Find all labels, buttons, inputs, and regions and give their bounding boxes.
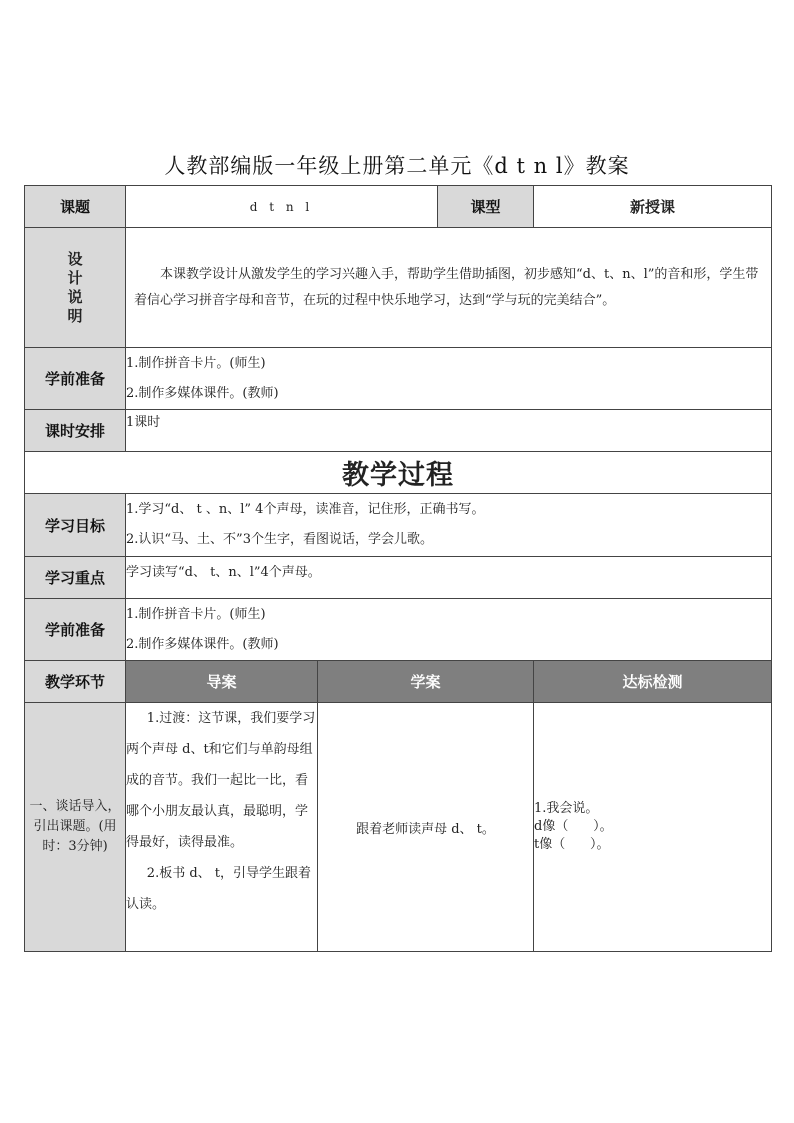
- preparation-row-2: [25, 599, 772, 661]
- guide-paragraph: 2.板书 d、 t，引导学生跟着认读。: [126, 866, 312, 912]
- schedule-row: [25, 410, 772, 452]
- check-content: [534, 703, 772, 952]
- schedule-label: 课时安排: [25, 410, 126, 452]
- design-label-char: 说: [67, 287, 83, 306]
- stage-row: [25, 703, 772, 952]
- focus-row: [25, 557, 772, 599]
- focus-value: 学习读写“d、 t、n、l”4个声母。: [126, 557, 772, 599]
- design-label-char: 设: [67, 249, 83, 268]
- guide-header: 导案: [126, 661, 318, 703]
- design-label-char: 明: [67, 306, 83, 325]
- guide-paragraph: 1.过渡：这节课，我们要学习两个声母 d、t和它们与单韵母组成的音节。我们一起比一比，看哪个小朋友最认真，最聪明，学得最好，读得最准。: [126, 711, 316, 850]
- check-line: d像（ ）。: [534, 819, 613, 834]
- preparation-item: 2.制作多媒体课件。(教师): [126, 385, 279, 401]
- goals-label: 学习目标: [25, 494, 126, 557]
- teaching-process-title: 教学过程: [25, 452, 772, 494]
- lesson-type-label: 课型: [438, 186, 534, 228]
- topic-row: [25, 186, 772, 228]
- topic-label: 课题: [25, 186, 126, 228]
- preparation-row: [25, 348, 772, 410]
- design-label: [25, 228, 126, 348]
- lesson-plan-table: [24, 185, 772, 952]
- design-description: 本课教学设计从激发学生的学习兴趣入手，帮助学生借助插图，初步感知“d、t、n、l”的音和形，学生带着信心学习拼音字母和音节，在玩的过程中快乐地学习，达到“学与玩的完美结合”。: [134, 266, 759, 308]
- preparation-items-2: [126, 599, 772, 661]
- topic-value: [126, 186, 438, 228]
- design-description-cell: [126, 228, 772, 348]
- preparation-item: 1.制作拼音卡片。(师生): [126, 606, 266, 622]
- focus-label: 学习重点: [25, 557, 126, 599]
- goals-row: [25, 494, 772, 557]
- lesson-type-value: 新授课: [534, 186, 772, 228]
- document-title: 人教部编版一年级上册第二单元《d t n l》教案: [164, 154, 630, 178]
- goals-items: [126, 494, 772, 557]
- preparation-item: 1.制作拼音卡片。(师生): [126, 355, 266, 371]
- topic-value-text: d t n l: [249, 199, 314, 214]
- goal-item: 1.学习“d、 t 、n、l” 4个声母，读准音，记住形，正确书写。: [126, 502, 485, 517]
- preparation-items: [126, 348, 772, 410]
- study-header: 学案: [318, 661, 534, 703]
- preparation-item: 2.制作多媒体课件。(教师): [126, 636, 279, 652]
- stage-header: 教学环节: [25, 661, 126, 703]
- schedule-value: 1课时: [126, 410, 772, 452]
- process-header-row: [25, 661, 772, 703]
- check-line: 1.我会说。: [534, 801, 599, 816]
- check-line: t像（ ）。: [534, 837, 610, 852]
- stage-name: 一、谈话导入，引出课题。(用时：3分钟): [25, 703, 126, 952]
- guide-content: [126, 703, 318, 952]
- goal-item: 2.认识“马、土、不”3个生字，看图说话，学会儿歌。: [126, 532, 433, 547]
- study-content: 跟着老师读声母 d、 t。: [318, 703, 534, 952]
- check-header: 达标检测: [534, 661, 772, 703]
- section-title-row: [25, 452, 772, 494]
- preparation-label: 学前准备: [25, 348, 126, 410]
- design-label-char: 计: [67, 268, 83, 287]
- preparation-label-2: 学前准备: [25, 599, 126, 661]
- design-row: [25, 228, 772, 348]
